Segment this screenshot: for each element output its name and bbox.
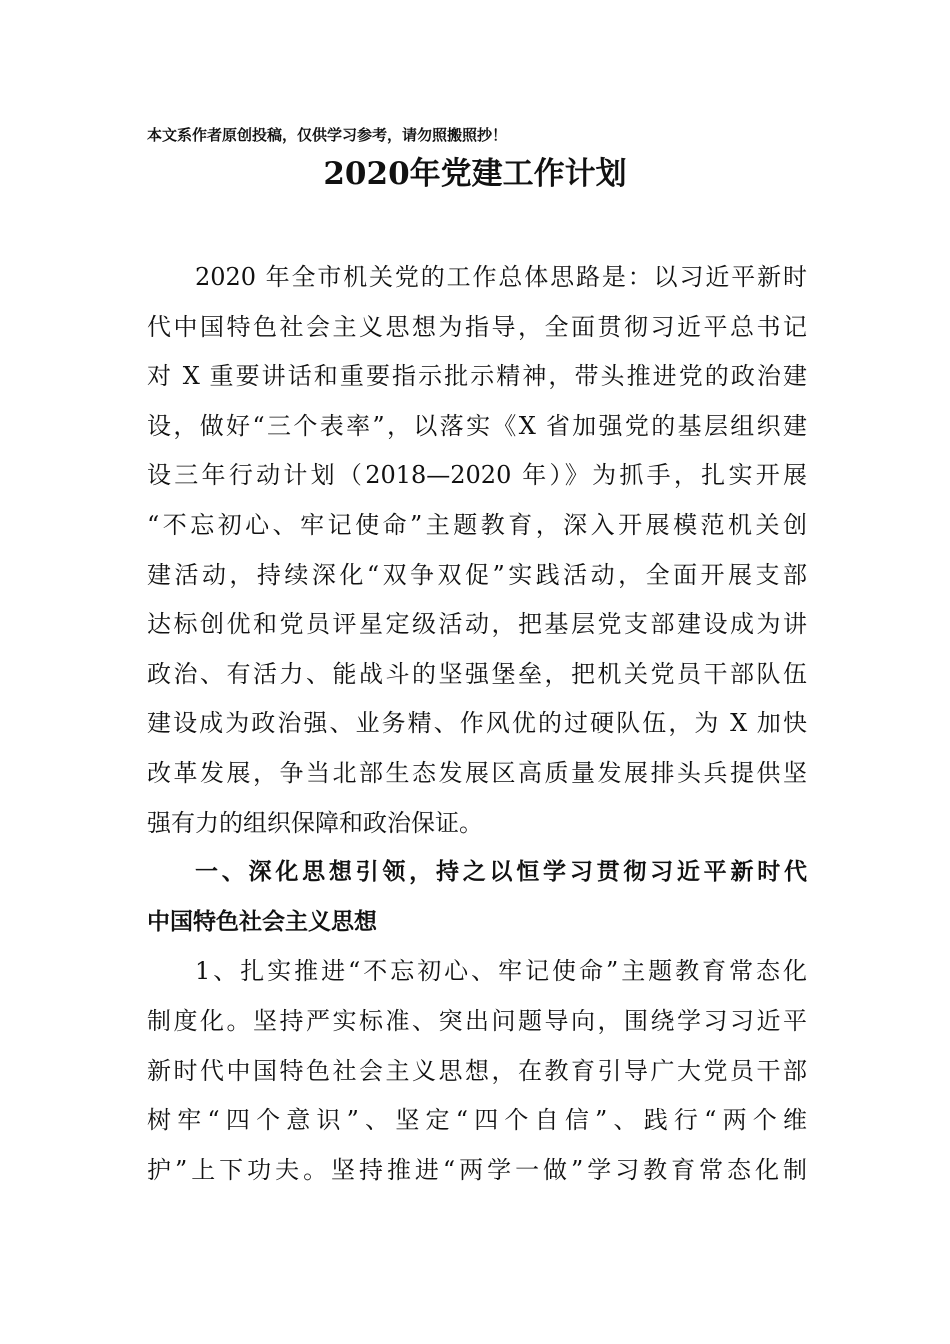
paragraph-1-line: 政治、有活力、能战斗的坚强堡垒，把机关党员干部队伍 xyxy=(147,659,807,688)
paragraph-2-line: 树牢“四个意识”、坚定“四个自信”、践行“两个维 xyxy=(147,1106,807,1135)
paragraph-1-line: “不忘初心、牢记使命”主题教育，深入开展模范机关创 xyxy=(147,510,807,539)
section-heading-line: 一、深化思想引领，持之以恒学习贯彻习近平新时代 xyxy=(195,859,807,886)
paragraph-1-line: 2020 年全市机关党的工作总体思路是：以习近平新时 xyxy=(195,263,807,291)
paragraph-1-line: 建设成为政治强、业务精、作风优的过硬队伍，为 X 加快 xyxy=(147,709,807,738)
paragraph-1-line: 改革发展，争当北部生态发展区高质量发展排头兵提供坚 xyxy=(147,758,807,787)
paragraph-1-line: 设三年行动计划（2018—2020 年）》为抓手，扎实开展 xyxy=(147,461,807,490)
paragraph-2-line: 1、扎实推进“不忘初心、牢记使命”主题教育常态化 xyxy=(195,957,807,986)
paragraph-2-line: 制度化。坚持严实标准、突出问题导向，围绕学习习近平 xyxy=(147,1006,807,1035)
copyright-notice: 本文系作者原创投稿，仅供学习参考，请勿照搬照抄！ xyxy=(147,126,508,144)
paragraph-1-line: 设，做好“三个表率”，以落实《X 省加强党的基层组织建 xyxy=(147,411,807,440)
paragraph-2-line: 护”上下功夫。坚持推进“两学一做”学习教育常态化制 xyxy=(147,1155,807,1184)
paragraph-1-line: 代中国特色社会主义思想为指导，全面贯彻习近平总书记 xyxy=(147,312,807,341)
paragraph-1-line: 达标创优和党员评星定级活动，把基层党支部建设成为讲 xyxy=(147,610,807,639)
paragraph-1-line: 建活动，持续深化“双争双促”实践活动，全面开展支部 xyxy=(147,560,807,589)
paragraph-1-line: 对 X 重要讲话和重要指示批示精神，带头推进党的政治建 xyxy=(147,362,807,391)
document-body xyxy=(147,253,807,1195)
paragraph-2-line: 新时代中国特色社会主义思想，在教育引导广大党员干部 xyxy=(147,1056,807,1085)
paragraph-1-line: 强有力的组织保障和政治保证。 xyxy=(147,808,483,837)
section-heading-line: 中国特色社会主义思想 xyxy=(147,908,377,935)
document-title: 2020年党建工作计划 xyxy=(323,156,627,192)
